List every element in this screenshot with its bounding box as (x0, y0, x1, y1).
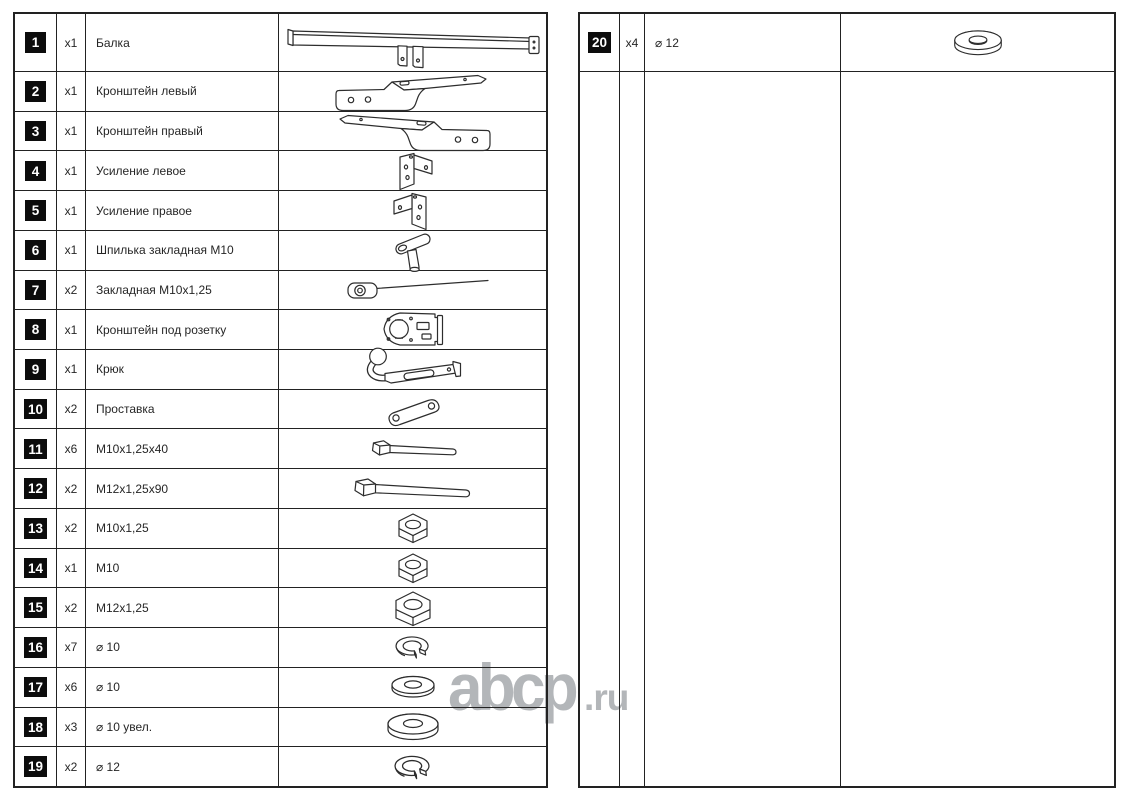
bracket-right-icon (279, 112, 546, 151)
part-name: Усиление левое (86, 151, 279, 190)
part-quantity: x4 (620, 14, 645, 71)
table-row (15, 14, 546, 72)
part-quantity: x6 (57, 429, 86, 468)
anchor-plate-icon (279, 271, 546, 310)
part-name: М12х1,25х90 (86, 469, 279, 508)
part-name: М10 (86, 549, 279, 588)
part-name: Усиление правое (86, 191, 279, 230)
part-quantity: x1 (57, 310, 86, 349)
part-name: М10х1,25х40 (86, 429, 279, 468)
table-row (15, 469, 546, 509)
part-quantity: x2 (57, 509, 86, 548)
table-row (15, 429, 546, 469)
part-quantity: x1 (57, 549, 86, 588)
watermark-text: abcp (448, 650, 575, 724)
table-row (15, 350, 546, 390)
nut-icon (279, 509, 546, 548)
part-number-badge: 19 (24, 756, 47, 777)
table-row (15, 271, 546, 311)
table-row-empty (580, 72, 1114, 786)
part-quantity: x1 (57, 350, 86, 389)
part-quantity: x1 (57, 231, 86, 270)
part-number-badge: 7 (25, 280, 46, 301)
part-name: ⌀ 10 увел. (86, 708, 279, 747)
part-name: ⌀ 12 (86, 747, 279, 786)
part-name: М10х1,25 (86, 509, 279, 548)
part-quantity: x1 (57, 14, 86, 71)
table-row (15, 390, 546, 430)
spacer-icon (279, 390, 546, 429)
part-number-badge: 14 (24, 558, 47, 579)
part-quantity: x2 (57, 271, 86, 310)
table-row (15, 509, 546, 549)
part-name: ⌀ 10 (86, 668, 279, 707)
bolt-icon (279, 429, 546, 468)
part-name: Шпилька закладная М10 (86, 231, 279, 270)
part-name: М12х1,25 (86, 588, 279, 627)
table-row (15, 112, 546, 152)
bracket-left-icon (279, 72, 546, 111)
table-row (15, 628, 546, 668)
part-name: Кронштейн правый (86, 112, 279, 151)
towball-hook-icon (279, 350, 546, 389)
part-quantity: x1 (57, 151, 86, 190)
part-quantity: x2 (57, 390, 86, 429)
part-name: Балка (86, 14, 279, 71)
spring-washer-icon (279, 747, 546, 786)
part-quantity: x2 (57, 588, 86, 627)
table-row (15, 231, 546, 271)
reinforcement-right-icon (279, 191, 546, 230)
part-name: Закладная М10х1,25 (86, 271, 279, 310)
stud-icon (279, 231, 546, 270)
part-number-badge: 8 (25, 319, 46, 340)
part-quantity: x2 (57, 469, 86, 508)
nut-large-icon (279, 588, 546, 627)
part-number-badge: 6 (25, 240, 46, 261)
socket-bracket-icon (279, 310, 546, 349)
flat-washer-icon (279, 668, 546, 707)
table-row (15, 708, 546, 748)
parts-table-right (578, 12, 1116, 788)
table-row (15, 310, 546, 350)
part-number-badge: 9 (25, 359, 46, 380)
spring-washer-icon (279, 628, 546, 667)
part-quantity: x7 (57, 628, 86, 667)
part-number-badge: 17 (24, 677, 47, 698)
part-number-badge: 11 (24, 439, 46, 460)
part-quantity: x6 (57, 668, 86, 707)
flat-washer-large-icon (279, 708, 546, 747)
part-number-badge: 4 (25, 161, 46, 182)
part-name: ⌀ 12 (645, 14, 841, 71)
parts-table-left (13, 12, 548, 788)
part-number-badge: 5 (25, 200, 46, 221)
part-number-badge: 10 (24, 399, 47, 420)
flat-washer-large-icon (841, 14, 1114, 71)
part-name: Кронштейн левый (86, 72, 279, 111)
part-number-badge: 13 (24, 518, 47, 539)
table-row (15, 549, 546, 589)
part-quantity: x1 (57, 191, 86, 230)
table-row (15, 668, 546, 708)
table-row (15, 588, 546, 628)
part-quantity: x2 (57, 747, 86, 786)
part-number-badge: 1 (25, 32, 46, 53)
part-number-badge: 18 (24, 717, 47, 738)
watermark-suffix: .ru (584, 677, 629, 718)
part-number-badge: 20 (588, 32, 611, 53)
nut-icon (279, 549, 546, 588)
part-quantity: x1 (57, 112, 86, 151)
part-number-badge: 12 (24, 478, 47, 499)
part-number-badge: 2 (25, 81, 46, 102)
table-row (15, 151, 546, 191)
part-name: Проставка (86, 390, 279, 429)
table-row (15, 72, 546, 112)
table-row (15, 191, 546, 231)
part-name: Кронштейн под розетку (86, 310, 279, 349)
part-number-badge: 3 (25, 121, 46, 142)
table-row (580, 14, 1114, 72)
reinforcement-left-icon (279, 151, 546, 190)
beam-icon (279, 14, 546, 71)
part-name: Крюк (86, 350, 279, 389)
part-number-badge: 15 (24, 597, 47, 618)
part-number-badge: 16 (24, 637, 47, 658)
table-row (15, 747, 546, 786)
part-name: ⌀ 10 (86, 628, 279, 667)
bolt-long-icon (279, 469, 546, 508)
part-quantity: x1 (57, 72, 86, 111)
part-quantity: x3 (57, 708, 86, 747)
